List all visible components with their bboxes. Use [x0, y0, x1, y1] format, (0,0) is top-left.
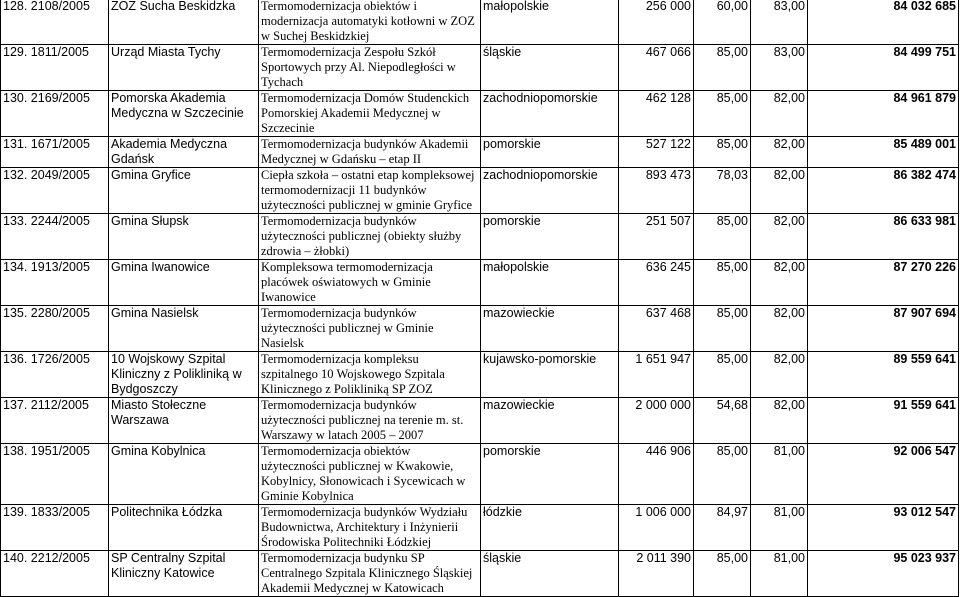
cell-pct-2: 82,00 — [751, 168, 808, 214]
cell-pct-2: 82,00 — [751, 91, 808, 137]
cell-amount: 636 245 — [619, 260, 694, 306]
cell-project: Termomodernizacja kompleksu szpitalnego 10 Wojskowego Szpitala Klinicznego z Polikliniką SP ZOZ — [259, 352, 481, 398]
cell-pct-1: 54,68 — [694, 398, 751, 444]
cell-entity: Gmina Gryfice — [109, 168, 259, 214]
cell-pct-1: 85,00 — [694, 91, 751, 137]
cell-amount: 251 507 — [619, 214, 694, 260]
cell-region: mazowieckie — [481, 398, 619, 444]
cell-id: 133. 2244/2005 — [1, 214, 109, 260]
cell-pct-1: 60,00 — [694, 0, 751, 45]
cell-entity: ZOZ Sucha Beskidzka — [109, 0, 259, 45]
table-row — [1, 260, 959, 306]
table-body — [1, 0, 959, 597]
cell-project: Termomodernizacja budynków użyteczności publicznej na terenie m. st. Warszawy w latach 2005 – 2007 — [259, 398, 481, 444]
cell-id: 131. 1671/2005 — [1, 137, 109, 168]
cell-total: 84 032 685 — [808, 0, 959, 45]
table-row — [1, 168, 959, 214]
cell-entity: Gmina Iwanowice — [109, 260, 259, 306]
cell-total: 84 499 751 — [808, 45, 959, 91]
cell-total: 86 382 474 — [808, 168, 959, 214]
cell-pct-1: 84,97 — [694, 505, 751, 551]
table-row — [1, 45, 959, 91]
cell-pct-2: 81,00 — [751, 505, 808, 551]
cell-pct-2: 83,00 — [751, 0, 808, 45]
cell-total: 85 489 001 — [808, 137, 959, 168]
cell-id: 138. 1951/2005 — [1, 444, 109, 505]
cell-amount: 637 468 — [619, 306, 694, 352]
cell-pct-2: 82,00 — [751, 260, 808, 306]
cell-entity: Gmina Słupsk — [109, 214, 259, 260]
cell-project: Termomodernizacja budynków użyteczności publicznej (obiekty służby zdrowia – żłobki) — [259, 214, 481, 260]
cell-region: łódzkie — [481, 505, 619, 551]
cell-entity: Akademia Medyczna Gdańsk — [109, 137, 259, 168]
cell-amount: 1 006 000 — [619, 505, 694, 551]
cell-pct-1: 85,00 — [694, 306, 751, 352]
cell-entity: Miasto Stołeczne Warszawa — [109, 398, 259, 444]
cell-amount: 256 000 — [619, 0, 694, 45]
table-row — [1, 0, 959, 45]
cell-id: 129. 1811/2005 — [1, 45, 109, 91]
cell-project: Termomodernizacja obiektów i modernizacja automatyki kotłowni w ZOZ w Suchej Beskidzkiej — [259, 0, 481, 45]
table-row — [1, 306, 959, 352]
cell-region: pomorskie — [481, 137, 619, 168]
cell-entity: 10 Wojskowy Szpital Kliniczny z Polikliniką w Bydgoszczy — [109, 352, 259, 398]
cell-pct-1: 85,00 — [694, 45, 751, 91]
table-row — [1, 352, 959, 398]
cell-pct-1: 78,03 — [694, 168, 751, 214]
cell-total: 87 907 694 — [808, 306, 959, 352]
cell-pct-2: 82,00 — [751, 352, 808, 398]
cell-total: 87 270 226 — [808, 260, 959, 306]
cell-id: 130. 2169/2005 — [1, 91, 109, 137]
cell-pct-1: 85,00 — [694, 214, 751, 260]
table-row — [1, 551, 959, 597]
cell-id: 128. 2108/2005 — [1, 0, 109, 45]
cell-total: 93 012 547 — [808, 505, 959, 551]
table-row — [1, 214, 959, 260]
cell-region: kujawsko-pomorskie — [481, 352, 619, 398]
table-row — [1, 398, 959, 444]
cell-project: Kompleksowa termomodernizacja placówek oświatowych w Gminie Iwanowice — [259, 260, 481, 306]
cell-region: pomorskie — [481, 214, 619, 260]
cell-entity: Gmina Nasielsk — [109, 306, 259, 352]
cell-region: zachodniopomorskie — [481, 168, 619, 214]
cell-amount: 467 066 — [619, 45, 694, 91]
cell-project: Termomodernizacja obiektów użyteczności publicznej w Kwakowie, Kobylnicy, Słonowicach i Sycewicach w Gminie Kobylnica — [259, 444, 481, 505]
cell-pct-1: 85,00 — [694, 137, 751, 168]
cell-pct-2: 81,00 — [751, 551, 808, 597]
cell-pct-1: 85,00 — [694, 551, 751, 597]
cell-amount: 462 128 — [619, 91, 694, 137]
cell-pct-2: 81,00 — [751, 444, 808, 505]
cell-project: Termomodernizacja budynków Akademii Medycznej w Gdańsku – etap II — [259, 137, 481, 168]
cell-region: małopolskie — [481, 260, 619, 306]
cell-region: śląskie — [481, 551, 619, 597]
cell-entity: Urząd Miasta Tychy — [109, 45, 259, 91]
cell-project: Ciepła szkoła – ostatni etap kompleksowej termomodernizacji 11 budynków użyteczności publicznej w gminie Gryfice — [259, 168, 481, 214]
cell-id: 136. 1726/2005 — [1, 352, 109, 398]
cell-pct-2: 82,00 — [751, 306, 808, 352]
cell-pct-2: 83,00 — [751, 45, 808, 91]
cell-region: mazowieckie — [481, 306, 619, 352]
cell-project: Termomodernizacja Zespołu Szkół Sportowych przy Al. Niepodległości w Tychach — [259, 45, 481, 91]
cell-id: 140. 2212/2005 — [1, 551, 109, 597]
cell-id: 139. 1833/2005 — [1, 505, 109, 551]
cell-project: Termomodernizacja budynków Wydziału Budownictwa, Architektury i Inżynierii Środowiska Politechniki Łódzkiej — [259, 505, 481, 551]
cell-total: 84 961 879 — [808, 91, 959, 137]
cell-amount: 527 122 — [619, 137, 694, 168]
cell-entity: Politechnika Łódzka — [109, 505, 259, 551]
cell-total: 91 559 641 — [808, 398, 959, 444]
cell-pct-2: 82,00 — [751, 398, 808, 444]
cell-project: Termomodernizacja budynków użyteczności publicznej w Gminie Nasielsk — [259, 306, 481, 352]
cell-amount: 2 011 390 — [619, 551, 694, 597]
cell-amount: 893 473 — [619, 168, 694, 214]
table-row — [1, 91, 959, 137]
cell-entity: Pomorska Akademia Medyczna w Szczecinie — [109, 91, 259, 137]
cell-entity: SP Centralny Szpital Kliniczny Katowice — [109, 551, 259, 597]
cell-region: zachodniopomorskie — [481, 91, 619, 137]
cell-id: 137. 2112/2005 — [1, 398, 109, 444]
table-row — [1, 444, 959, 505]
cell-total: 92 006 547 — [808, 444, 959, 505]
cell-pct-2: 82,00 — [751, 214, 808, 260]
cell-id: 135. 2280/2005 — [1, 306, 109, 352]
cell-region: pomorskie — [481, 444, 619, 505]
cell-pct-1: 85,00 — [694, 260, 751, 306]
cell-pct-1: 85,00 — [694, 352, 751, 398]
cell-amount: 446 906 — [619, 444, 694, 505]
table-row — [1, 505, 959, 551]
cell-region: małopolskie — [481, 0, 619, 45]
cell-entity: Gmina Kobylnica — [109, 444, 259, 505]
cell-total: 86 633 981 — [808, 214, 959, 260]
cell-pct-1: 85,00 — [694, 444, 751, 505]
cell-project: Termomodernizacja Domów Studenckich Pomorskiej Akademii Medycznej w Szczecinie — [259, 91, 481, 137]
cell-amount: 1 651 947 — [619, 352, 694, 398]
cell-pct-2: 82,00 — [751, 137, 808, 168]
cell-id: 132. 2049/2005 — [1, 168, 109, 214]
cell-amount: 2 000 000 — [619, 398, 694, 444]
table-row — [1, 137, 959, 168]
cell-project: Termomodernizacja budynku SP Centralnego Szpitala Klinicznego Śląskiej Akademii Medycznej w Katowicach — [259, 551, 481, 597]
cell-region: śląskie — [481, 45, 619, 91]
cell-id: 134. 1913/2005 — [1, 260, 109, 306]
cell-total: 89 559 641 — [808, 352, 959, 398]
cell-total: 95 023 937 — [808, 551, 959, 597]
